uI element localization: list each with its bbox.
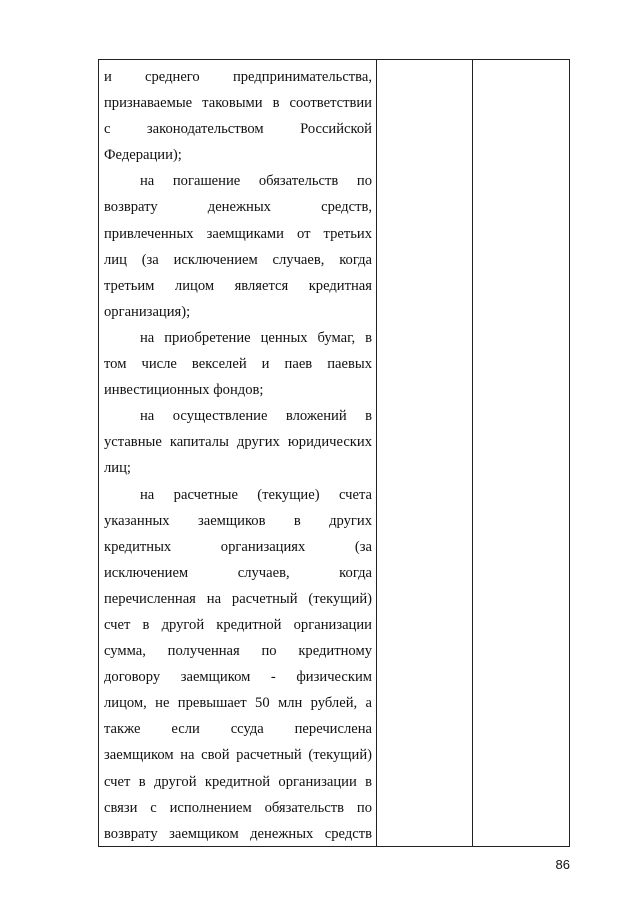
text-line: с законодательством Российской [104, 121, 372, 138]
text-line: заемщиком на свой расчетный (текущий) [104, 747, 372, 764]
table-cell-text [99, 60, 377, 846]
text-line: лиц; [104, 460, 131, 477]
text-line: лиц (за исключением случаев, когда [104, 251, 372, 268]
text-line: уставные капиталы других юридических [104, 434, 372, 451]
page-number: 86 [555, 857, 570, 872]
text-line: лицом, не превышает 50 млн рублей, а [104, 695, 372, 712]
text-line: счет в другой кредитной организации [104, 616, 372, 633]
text-line: организация); [104, 303, 191, 320]
text-line: кредитных организациях (за [104, 538, 372, 555]
table-cell-empty [473, 60, 569, 846]
text-line: перечисленная на расчетный (текущий) [104, 590, 372, 607]
text-line: и среднего предпринимательства, [104, 69, 372, 85]
text-line: на приобретение ценных бумаг, в [140, 329, 372, 346]
text-line: на погашение обязательств по [140, 173, 372, 190]
text-line: привлеченных заемщиками от третьих [104, 225, 372, 242]
text-line: указанных заемщиков в других [104, 512, 372, 529]
text-line: возврату заемщиком денежных средств [104, 825, 372, 842]
text-line: признаваемые таковыми в соответствии [104, 95, 372, 112]
text-line: возврату денежных средств, [104, 199, 372, 216]
text-line: Федерации); [104, 147, 182, 164]
paragraph-lines [104, 64, 372, 847]
text-line: инвестиционных фондов; [104, 382, 264, 399]
text-line: том числе векселей и паев паевых [104, 356, 372, 373]
table-cell-empty [377, 60, 473, 846]
text-line: связи с исполнением обязательств по [104, 799, 372, 816]
text-line: третьим лицом является кредитная [104, 277, 372, 294]
text-line: договору заемщиком - физическим [104, 669, 372, 686]
text-line: также если ссуда перечислена [104, 721, 372, 738]
text-line: счет в другой кредитной организации в [104, 773, 372, 790]
document-table [98, 59, 570, 847]
text-line: исключением случаев, когда [104, 564, 372, 581]
text-line: на расчетные (текущие) счета [140, 486, 372, 503]
text-line: сумма, полученная по кредитному [104, 643, 372, 660]
text-line: на осуществление вложений в [140, 408, 372, 425]
